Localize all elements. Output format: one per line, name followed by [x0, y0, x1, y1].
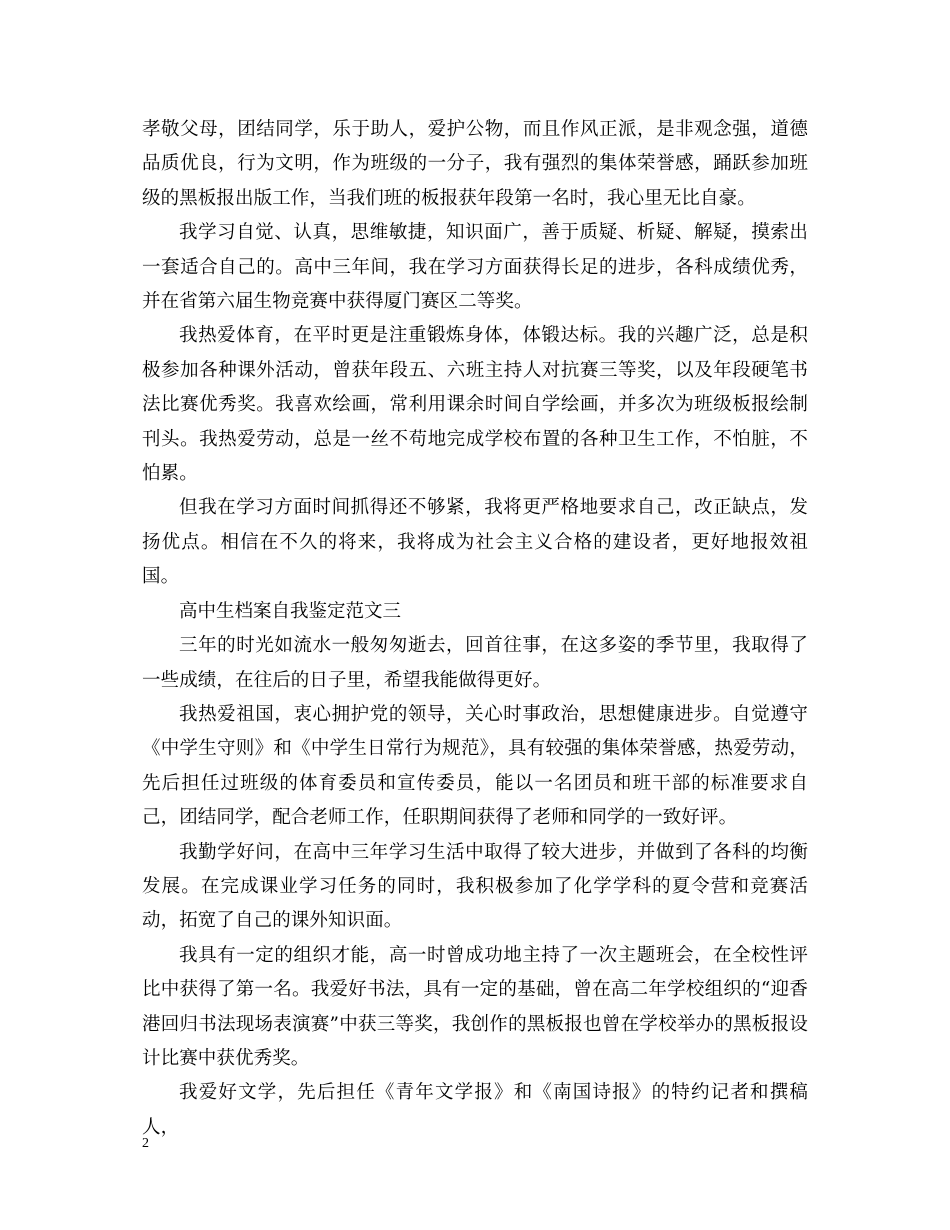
paragraph-9: 我具有一定的组织才能，高一时曾成功地主持了一次主题班会，在全校性评比中获得了第一名。我爱好书法，具有一定的基础，曾在高二年学校组织的“迎香港回归书法现场表演赛”中获三等奖，我创作的黑板报也曾在学校举办的黑板报设计比赛中获优秀奖。 [142, 944, 808, 1069]
paragraph-6: 三年的时光如流水一般匆匆逝去，回首往事，在这多姿的季节里，我取得了一些成绩，在往后的日子里，希望我能做得更好。 [142, 635, 808, 691]
paragraph-10: 我爱好文学，先后担任《青年文学报》和《南国诗报》的特约记者和撰稿人， [142, 1082, 808, 1138]
paragraph-4: 但我在学习方面时间抓得还不够紧，我将更严格地要求自己，改正缺点，发扬优点。相信在不久的将来，我将成为社会主义合格的建设者，更好地报效祖国。 [142, 497, 808, 588]
page-number: 2 [142, 1136, 149, 1151]
paragraph-2: 我学习自觉、认真，思维敏捷，知识面广，善于质疑、析疑、解疑，摸索出一套适合自己的。高中三年间，我在学习方面获得长足的进步，各科成绩优秀，并在省第六届生物竞赛中获得厦门赛区二等奖。 [142, 222, 808, 313]
paragraph-7: 我热爱祖国，衷心拥护党的领导，关心时事政治，思想健康进步。自觉遵守《中学生守则》和《中学生日常行为规范》，具有较强的集体荣誉感，热爱劳动，先后担任过班级的体育委员和宣传委员，能以一名团员和班干部的标准要求自己，团结同学，配合老师工作，任职期间获得了老师和同学的一致好评。 [142, 703, 808, 829]
section-heading: 高中生档案自我鉴定范文三 [179, 600, 402, 622]
paragraph-8: 我勤学好问，在高中三年学习生活中取得了较大进步，并做到了各科的均衡发展。在完成课业学习任务的同时，我积极参加了化学学科的夏令营和竞赛活动，拓宽了自己的课外知识面。 [142, 841, 808, 932]
paragraph-1: 孝敬父母，团结同学，乐于助人，爱护公物，而且作风正派，是非观念强，道德品质优良，行为文明，作为班级的一分子，我有强烈的集体荣誉感，踊跃参加班级的黑板报出版工作，当我们班的板报获年段第一名时，我心里无比自豪。 [142, 119, 808, 209]
document-body [142, 113, 808, 1145]
paragraph-3: 我热爱体育，在平时更是注重锻炼身体，体锻达标。我的兴趣广泛，总是积极参加各种课外活动，曾获年段五、六班主持人对抗赛三等奖，以及年段硬笔书法比赛优秀奖。我喜欢绘画，常利用课余时间自学绘画，并多次为班级板报绘制刊头。我热爱劳动，总是一丝不苟地完成学校布置的各种卫生工作，不怕脏，不怕累。 [142, 325, 808, 485]
